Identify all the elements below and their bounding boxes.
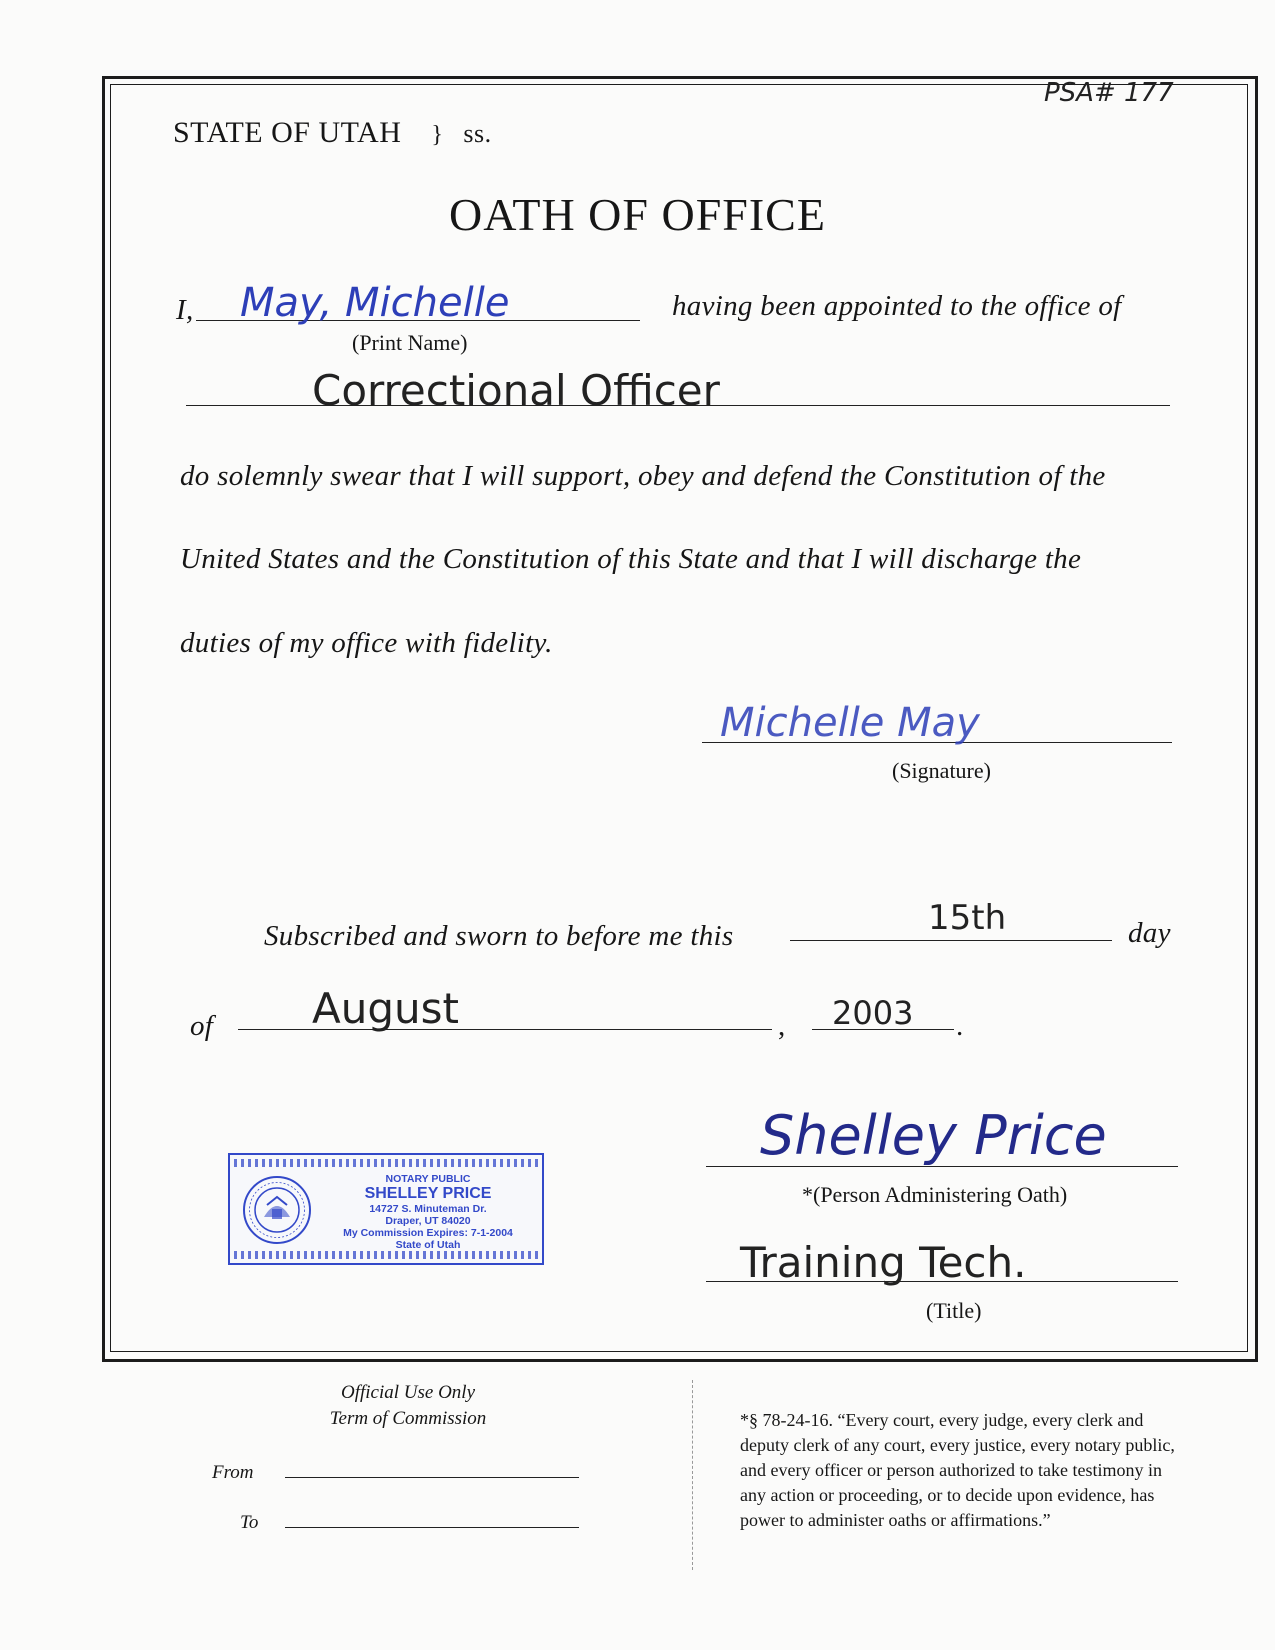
- from-line: [285, 1477, 579, 1478]
- official-use-heading: [300, 1380, 516, 1432]
- period: .: [956, 1010, 964, 1042]
- stamp-text: [322, 1173, 534, 1251]
- state-seal-icon: [242, 1175, 312, 1245]
- stamp-line-5: My Commission Expires: 7-1-2004: [343, 1227, 513, 1239]
- official-use-heading-2: Term of Commission: [329, 1408, 487, 1429]
- to-label: To: [240, 1512, 259, 1533]
- from-label: From: [212, 1462, 254, 1483]
- subscribed-text: Subscribed and sworn to before me this: [264, 920, 734, 952]
- footnote-line-1: *§ 78-24-16. “Every court, every judge, every clerk and: [740, 1410, 1144, 1430]
- day-line: [790, 940, 1112, 941]
- stamp-line-4: Draper, UT 84020: [385, 1215, 471, 1227]
- appointed-text: having been appointed to the office of: [672, 290, 1122, 322]
- stamp-line-6: State of Utah: [395, 1239, 461, 1251]
- document-title: OATH OF OFFICE: [449, 189, 826, 240]
- stamp-line-3: 14727 S. Minuteman Dr.: [369, 1203, 487, 1215]
- stamp-border-top: [234, 1159, 538, 1167]
- notary-stamp: [228, 1153, 544, 1265]
- footnote-line-4: any action or proceeding, or to decide upon evidence, has: [740, 1485, 1155, 1505]
- statute-footnote: [740, 1408, 1175, 1533]
- footer-divider: [692, 1380, 693, 1570]
- print-name-caption: (Print Name): [352, 330, 468, 355]
- i-label: I,: [176, 294, 194, 326]
- to-line: [285, 1527, 579, 1528]
- day-value: 15th: [928, 898, 1007, 938]
- footnote-line-5: power to administer oaths or affirmations.”: [740, 1510, 1051, 1530]
- official-use-heading-1: Official Use Only: [340, 1382, 476, 1403]
- document-number: PSA# 177: [1044, 78, 1174, 108]
- of-label: of: [190, 1010, 214, 1042]
- state-heading: [173, 116, 492, 150]
- day-label: day: [1128, 917, 1171, 949]
- oath-body-line-3: duties of my office with fidelity.: [180, 627, 553, 659]
- month-value: August: [312, 984, 459, 1033]
- oath-body-line-2: United States and the Constitution of this State and that I will discharge the: [180, 543, 1082, 575]
- oath-signature: Michelle May: [720, 700, 980, 746]
- administrator-signature: Shelley Price: [760, 1104, 1107, 1167]
- signature-caption: (Signature): [892, 758, 991, 783]
- ss-label: ss.: [463, 119, 492, 148]
- comma: ,: [778, 1010, 786, 1042]
- oath-body-line-1: do solemnly swear that I will support, obey and defend the Constitution of the: [180, 460, 1106, 492]
- state-label: STATE OF UTAH: [173, 116, 402, 149]
- stamp-line-1: NOTARY PUBLIC: [385, 1173, 471, 1185]
- stamp-border-bottom: [234, 1251, 538, 1259]
- administrator-caption: *(Person Administering Oath): [802, 1182, 1068, 1207]
- year-value: 2003: [832, 994, 914, 1032]
- footnote-line-2: deputy clerk of any court, every justice, every notary public,: [740, 1435, 1175, 1455]
- stamp-line-2: SHELLEY PRICE: [364, 1185, 492, 1202]
- title-value: Training Tech.: [740, 1238, 1027, 1287]
- print-name-value: May, Michelle: [240, 280, 510, 326]
- title-caption: (Title): [926, 1298, 982, 1323]
- state-bracket: }: [431, 122, 444, 148]
- office-value: Correctional Officer: [312, 366, 720, 415]
- footnote-line-3: and every officer or person authorized to take testimony in: [740, 1460, 1163, 1480]
